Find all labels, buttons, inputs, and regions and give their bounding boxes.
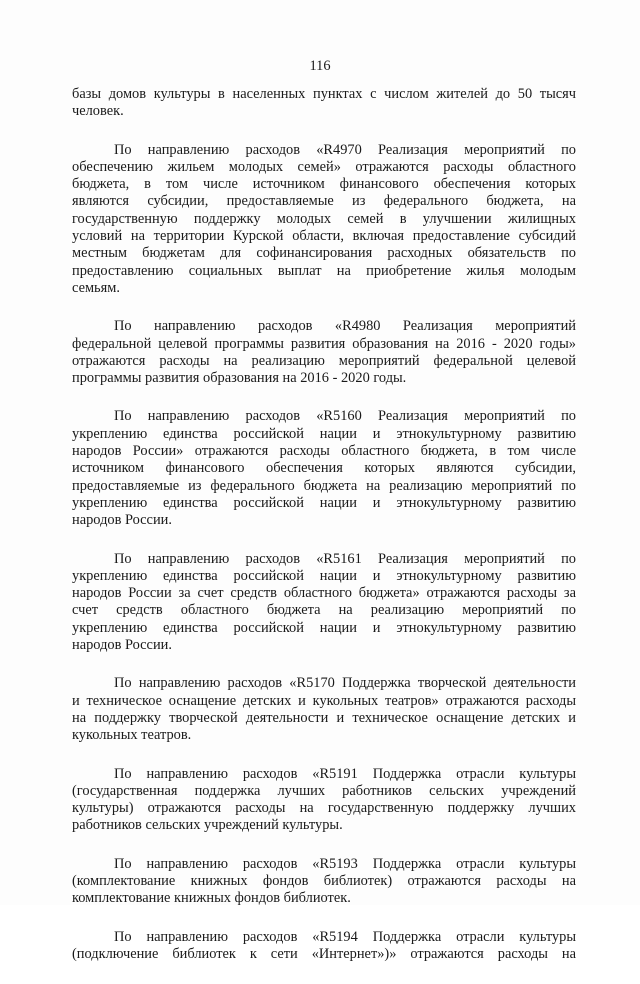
text-line: По направлению расходов «R5193 Поддержка отрасли культуры: [114, 855, 576, 872]
text-line: народов России.: [72, 637, 172, 654]
text-line: По направлению расходов «R5191 Поддержка отрасли культуры: [114, 765, 576, 782]
paragraph-r5194: [72, 929, 576, 964]
text-line: укреплению единства российской нации и этнокультурному развитию: [72, 567, 576, 584]
text-line: отражаются расходы на реализацию мероприятий федеральной целевой: [72, 352, 576, 369]
paragraph-r5193: [72, 856, 576, 908]
paragraph-r4970: [72, 142, 576, 298]
text-line: По направлению расходов «R5160 Реализация мероприятий по: [114, 408, 576, 425]
text-line: комплектование книжных фондов библиотек.: [72, 890, 351, 907]
text-line: культуры) отражаются расходы на государственную поддержку лучших: [72, 800, 576, 817]
text-line: программы развития образования на 2016 - 2020 годы.: [72, 370, 407, 387]
text-line: По направлению расходов «R4970 Реализация мероприятий по: [114, 141, 576, 158]
text-line: укреплению единства российской нации и этнокультурному развитию: [72, 425, 576, 442]
text-line: По направлению расходов «R4980 Реализация мероприятий: [114, 318, 576, 335]
text-line: местным бюджетам для софинансирования расходных обязательств по: [72, 245, 576, 262]
text-line: народов России за счет средств областного бюджета» отражаются расходы за: [72, 585, 576, 602]
text-line: укреплению единства российской нации и этнокультурному развитию: [72, 494, 576, 511]
paragraph-r5161: [72, 551, 576, 655]
text-line: обеспечению жильем молодых семей» отражаются расходы областного: [72, 158, 576, 175]
text-line: государственную поддержку молодых семей в улучшении жилищных: [72, 210, 576, 227]
text-line: По направлению расходов «R5194 Поддержка отрасли культуры: [114, 928, 576, 945]
text-line: предоставлению социальных выплат на приобретение жилья молодым: [72, 262, 576, 279]
text-line: (государственная поддержка лучших работников сельских учреждений: [72, 782, 576, 799]
text-line: являются субсидии, предоставляемые из федерального бюджета, на: [72, 193, 576, 210]
paragraph-r5191: [72, 766, 576, 835]
text-line: (подключение библиотек к сети «Интернет»)» отражаются расходы на: [72, 945, 576, 962]
text-line: укреплению единства российской нации и этнокультурному развитию: [72, 619, 576, 636]
paragraph-r4980: [72, 318, 576, 387]
text-line: народов России» отражаются расходы областного бюджета, в том числе: [72, 443, 576, 460]
paragraph-r5160: [72, 408, 576, 529]
text-line: и техническое оснащение детских и кукольных театров» отражаются расходы: [72, 692, 576, 709]
text-line: бюджета, в том числе источником финансового обеспечения которых: [72, 176, 576, 193]
text-line: семьям.: [72, 279, 120, 296]
text-line: кукольных театров.: [72, 727, 192, 744]
page-number: 116: [309, 58, 331, 74]
text-line: источником финансового обеспечения которых являются субсидии,: [72, 460, 576, 477]
text-line: работников сельских учреждений культуры.: [72, 817, 343, 834]
text-line: предоставляемые из федерального бюджета на реализацию мероприятий по: [72, 477, 576, 494]
paragraph-r5170: [72, 675, 576, 744]
text-line: счет средств областного бюджета на реализацию мероприятий по: [72, 602, 576, 619]
document-body: [72, 86, 576, 984]
text-line: (комплектование книжных фондов библиотек) отражаются расходы на: [72, 872, 576, 889]
text-line: человек.: [72, 103, 124, 120]
text-line: на поддержку творческой деятельности и техническое оснащение детских и: [72, 709, 576, 726]
text-line: По направлению расходов «R5161 Реализация мероприятий по: [114, 550, 576, 567]
text-line: По направлению расходов «R5170 Поддержка творческой деятельности: [114, 675, 576, 692]
paragraph-culture-houses: [72, 86, 576, 121]
text-line: условий на территории Курской области, включая предоставление субсидий: [72, 228, 576, 245]
text-line: базы домов культуры в населенных пунктах с числом жителей до 50 тысяч: [72, 86, 576, 102]
text-line: федеральной целевой программы развития образования на 2016 - 2020 годы»: [72, 335, 576, 352]
text-line: народов России.: [72, 512, 172, 529]
